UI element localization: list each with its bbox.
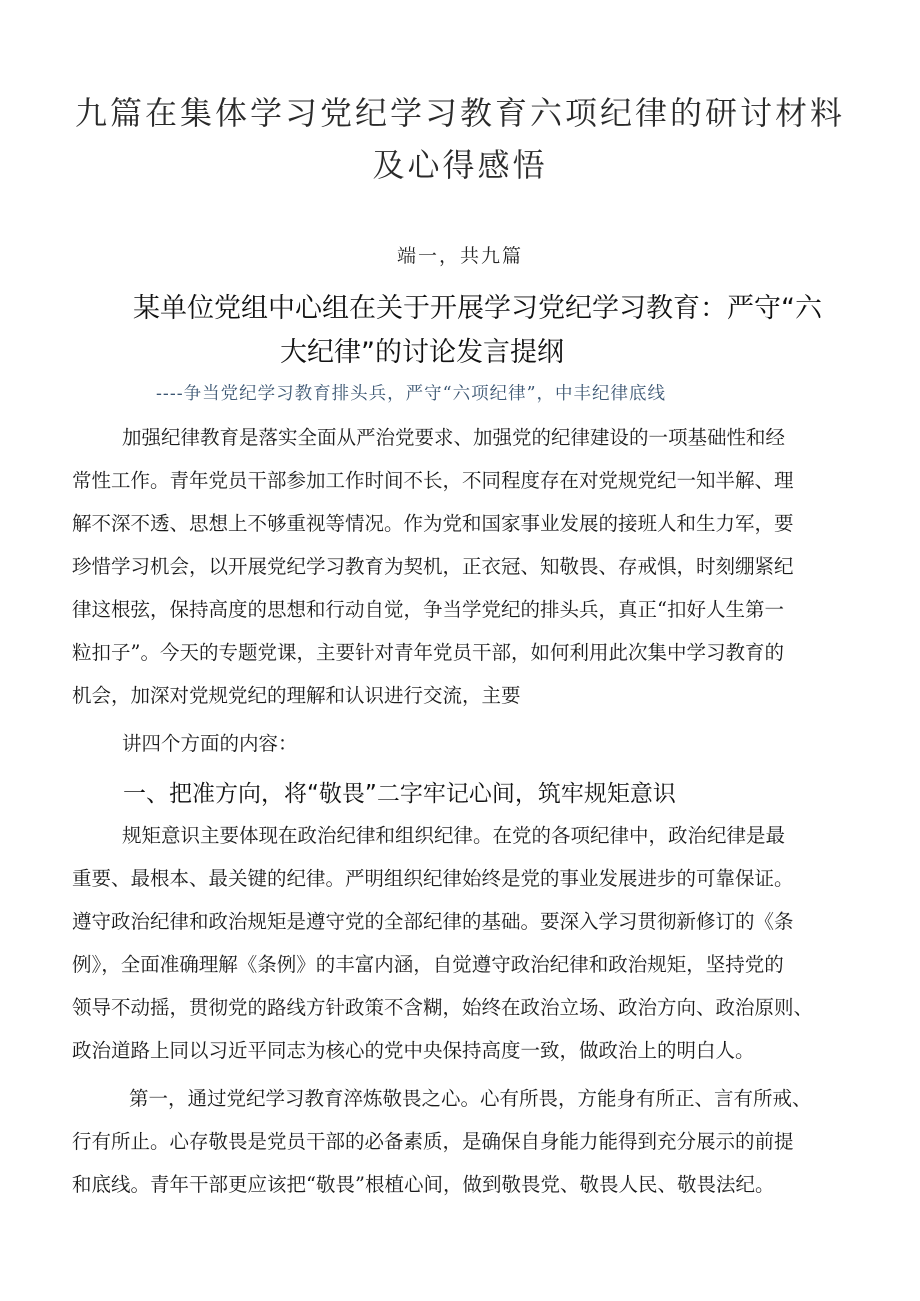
intro-line: 粒扣子”。今天的专题党课，主要针对青年党员干部，如何利用此次集中学习教育的: [72, 641, 784, 664]
intro-line: 解不深不透、思想上不够重视等情况。作为党和国家事业发展的接班人和生力军，要: [72, 512, 794, 535]
point1-line: 和底线。青年干部更应该把“敬畏”根植心间，做到敬畏党、敬畏人民、敬畏法纪。: [72, 1173, 775, 1196]
intro-line: 机会，加深对党规党纪的理解和认识进行交流，主要: [72, 684, 521, 707]
point1-line: 行有所止。心存敬畏是党员干部的必备素质，是确保自身能力能得到充分展示的前提: [72, 1130, 794, 1153]
point1-line: 第一，通过党纪学习教育淬炼敬畏之心。心有所畏，方能身有所正、言有所戒、: [129, 1087, 812, 1110]
intro-line: 珍惜学习机会，以开展党纪学习教育为契机，正衣冠、知敬畏、存戒惧，时刻绷紧纪: [72, 555, 794, 578]
speech-title-line1: 某单位党组中心组在关于开展学习党纪学习教育：严守“六: [133, 293, 822, 324]
part-label: 端一，共九篇: [396, 245, 523, 267]
intro-continuation: 讲四个方面的内容：: [122, 732, 298, 755]
section1-line: 政治道路上同以习近平同志为核心的党中央保持高度一致，做政治上的明白人。: [72, 1039, 755, 1062]
intro-line: 常性工作。青年党员干部参加工作时间不长，不同程度存在对党规党纪一知半解、理: [72, 469, 794, 492]
section1-line: 规矩意识主要体现在政治纪律和组织纪律。在党的各项纪律中，政治纪律是最: [122, 824, 786, 847]
speech-title-line2: 大纪律”的讨论发言提纲: [280, 337, 564, 368]
section-heading-1: 一、把准方向，将“敬畏”二字牢记心间，筑牢规矩意识: [123, 781, 676, 807]
subtitle: ----争当党纪学习教育排头兵，严守“六项纪律”，中丰纪律底线: [156, 384, 667, 404]
section1-line: 领导不动摇，贯彻党的路线方针政策不含糊，始终在政治立场、政治方向、政治原则、: [72, 996, 814, 1019]
section1-line: 遵守政治纪律和政治规矩是遵守党的全部纪律的基础。要深入学习贯彻新修订的《条: [72, 910, 794, 933]
section1-line: 重要、最根本、最关键的纪律。严明组织纪律始终是党的事业发展进步的可靠保证。: [72, 867, 794, 890]
document-title-line1: 九篇在集体学习党纪学习教育六项纪律的研讨材料: [74, 94, 845, 132]
document-title-line2: 及心得感悟: [372, 146, 548, 184]
intro-line: 加强纪律教育是落实全面从严治党要求、加强党的纪律建设的一项基础性和经: [122, 426, 786, 449]
section1-line: 例》，全面准确理解《条例》的丰富内涵，自觉遵守政治纪律和政治规矩，坚持党的: [72, 953, 784, 976]
intro-line: 律这根弦，保持高度的思想和行动自觉，争当学党纪的排头兵，真正“扣好人生第一: [72, 598, 784, 621]
